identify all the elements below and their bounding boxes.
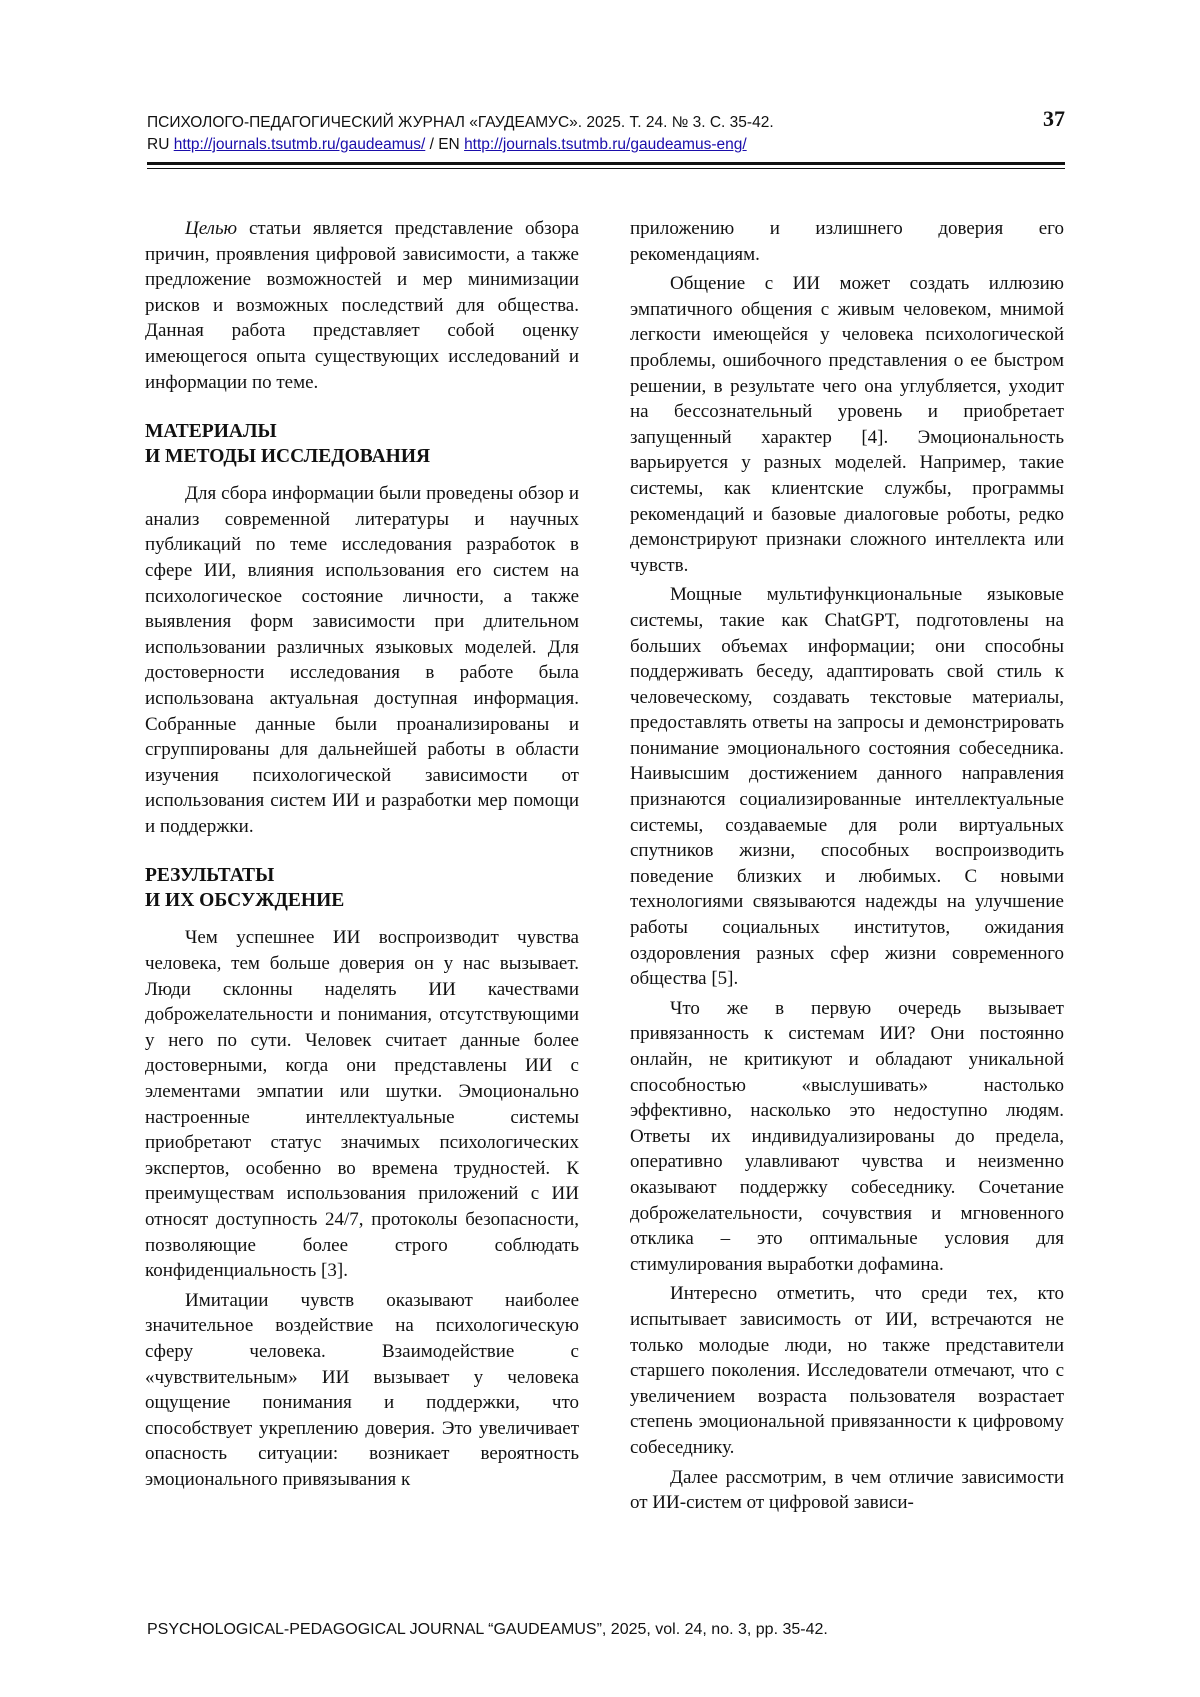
header-rule-thick bbox=[147, 162, 1065, 165]
running-footer: PSYCHOLOGICAL-PEDAGOGICAL JOURNAL “GAUDEAMUS”, 2025, vol. 24, no. 3, pp. 35-42. bbox=[147, 1621, 828, 1638]
continuation-paragraph: приложению и излишнего доверия его рекомендациям. bbox=[630, 218, 1064, 265]
intro-text: статьи является представление обзора причин, проявления цифровой зависимости, а также предложение возможностей и мер минимизации рисков и возможных последствий для общества. Данная работа представляет собой оценку имеющегося опыта существующих исследований и информации по теме. bbox=[145, 218, 579, 393]
heading-results-line2: И ИХ ОБСУЖДЕНИЕ bbox=[145, 890, 345, 912]
right-column bbox=[630, 216, 1064, 1516]
ru-link[interactable]: http://journals.tsutmb.ru/gaudeamus/ bbox=[173, 136, 426, 153]
left-column bbox=[145, 216, 579, 1493]
heading-materials-line2: И МЕТОДЫ ИССЛЕДОВАНИЯ bbox=[145, 446, 431, 468]
heading-results-line1: РЕЗУЛЬТАТЫ bbox=[145, 865, 275, 887]
running-header bbox=[147, 106, 1065, 156]
intro-italic-word: Целью bbox=[185, 218, 238, 239]
header-rule-thin bbox=[147, 168, 1065, 169]
right-paragraph-1: Общение с ИИ может создать иллюзию эмпатичного общения с живым человеком, мнимой легкости имеющейся у человека психологической проблемы, ошибочного представления о ее быстром решении, в результате чего она углубляется, уходит на бессознательный уровень и приобретает запущенный характер [4]. Эмоциональность варьируется у разных моделей. Например, такие системы, как клиентские службы, программы рекомендаций и базовые диалоговые роботы, редко демонстрируют признаки сложного интеллекта или чувств. bbox=[630, 273, 1064, 576]
right-paragraph-2: Мощные мультифункциональные языковые системы, такие как ChatGPT, подготовлены на больших объемах информации; они способны поддерживать беседу, адаптировать свой стиль к человеческому, создавать текстовые материалы, предоставлять ответы на запросы и демонстрировать понимание эмоционального состояния собеседника. Наивысшим достижением данного направления признаются социализированные интеллектуальные системы, создаваемые для роли виртуальных спутников жизни, способных воспроизводить поведение близких и любимых. С новыми технологиями связываются надежды на улучшение работы социальных институтов, ожидания оздоровления разных сфер жизни современного общества [5]. bbox=[630, 584, 1064, 990]
heading-materials-methods bbox=[145, 419, 579, 469]
page-number: 37 bbox=[1043, 106, 1065, 131]
results-paragraph-1: Чем успешнее ИИ воспроизводит чувства человека, тем больше доверия он у нас вызывает. Люди склонны наделять ИИ качествами доброжелательности и понимания, отсутствующими у него по сути. Человек считает данные более достоверными, когда они представлены ИИ с элементами эмпатии или шутки. Эмоционально настроенные интеллектуальные системы приобретают статус значимых психологических экспертов, особенно во времена трудностей. К преимуществам использования приложений с ИИ относят доступность 24/7, протоколы безопасности, позволяющие более строго соблюдать конфиденциальность [3]. bbox=[145, 927, 579, 1282]
journal-line: ПСИХОЛОГО-ПЕДАГОГИЧЕСКИЙ ЖУРНАЛ «ГАУДЕАМУС». 2025. Т. 24. № 3. С. 35-42. bbox=[147, 114, 774, 131]
right-paragraph-5: Далее рассмотрим, в чем отличие зависимости от ИИ-систем от цифровой зависи- bbox=[630, 1466, 1064, 1514]
link-separator: / EN bbox=[425, 136, 465, 153]
heading-materials-line1: МАТЕРИАЛЫ bbox=[145, 421, 277, 443]
heading-results bbox=[145, 863, 579, 913]
intro-paragraph bbox=[145, 216, 579, 395]
right-paragraph-4: Интересно отметить, что среди тех, кто испытывает зависимость от ИИ, встречаются не только молодые люди, но также представители старшего поколения. Исследователи отмечают, что с увеличением возраста пользователя возрастает степень эмоциональной привязанности к цифровому собеседнику. bbox=[630, 1283, 1064, 1458]
results-paragraph-2: Имитации чувств оказывают наиболее значительное воздействие на психологическую сферу человека. Взаимодействие с «чувствительным» ИИ вызывает у человека ощущение понимания и поддержки, что способствует укреплению доверия. Это увеличивает опасность ситуации: возникает вероятность эмоционального привязывания к bbox=[145, 1289, 579, 1490]
en-link[interactable]: http://journals.tsutmb.ru/gaudeamus-eng/ bbox=[464, 136, 747, 153]
right-paragraph-3: Что же в первую очередь вызывает привязанность к системам ИИ? Они постоянно онлайн, не критикуют и обладают уникальной способностью «выслушивать» настолько эффективно, насколько это недоступно людям. Ответы их индивидуализированы до предела, оперативно улавливают чувства и неизменно оказывают поддержку собеседнику. Сочетание доброжелательности, сочувствия и мгновенного отклика – это оптимальные условия для стимулирования выработки дофамина. bbox=[630, 997, 1064, 1275]
ru-prefix: RU bbox=[147, 136, 174, 153]
journal-links bbox=[147, 134, 1065, 156]
methods-paragraph: Для сбора информации были проведены обзор и анализ современной литературы и научных публикаций по теме исследования разработок в сфере ИИ, влияния использования его систем на психологическое состояние личности, а также выявления форм зависимости при длительном использовании различных языковых моделей. Для достоверности исследования в работе была использована актуальная доступная информация. Собранные данные были проанализированы и сгруппированы для дальнейшей работы в области изучения психологической зависимости от использования систем ИИ и разработки мер помощи и поддержки. bbox=[145, 483, 579, 837]
